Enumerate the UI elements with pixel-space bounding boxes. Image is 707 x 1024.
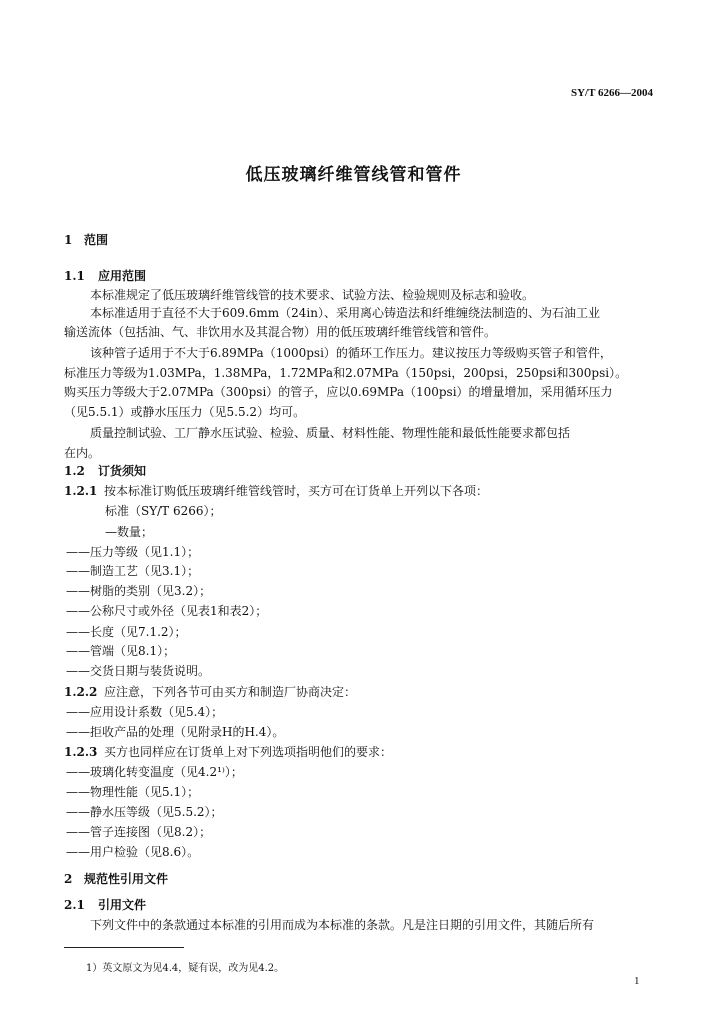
section-number: 1.2	[64, 464, 85, 478]
section-number: 1.2.3	[64, 745, 98, 759]
body-line	[64, 404, 305, 420]
body-line	[66, 704, 223, 720]
line-text: ——制造工艺（见3.1）；	[66, 564, 200, 578]
section-number: 1	[64, 233, 73, 247]
section-heading	[64, 871, 168, 887]
line-text: 按本标准订购低压玻璃纤维管线管时，买方可在订货单上开列以下各项：	[104, 484, 489, 498]
line-text: ——公称尺寸或外径（见表1和表2）；	[66, 604, 268, 618]
body-line	[90, 305, 600, 321]
line-text: 规范性引用文件	[84, 872, 169, 886]
body-line	[64, 324, 496, 340]
footnote-divider	[64, 947, 184, 948]
body-line	[66, 804, 223, 820]
section-heading	[64, 897, 146, 913]
line-text: ——管子连接图（见8.2）；	[66, 825, 212, 839]
section-number: 2.1	[64, 898, 85, 912]
section-number: 1.1	[64, 269, 85, 283]
section-number: 1.2.1	[64, 484, 98, 498]
body-line	[90, 425, 570, 441]
body-line	[64, 744, 392, 760]
body-line	[66, 724, 284, 740]
body-line	[90, 917, 594, 933]
body-line	[64, 384, 613, 400]
line-text: 标准（SY/T 6266）；	[105, 504, 222, 518]
body-line	[66, 563, 199, 579]
body-line	[66, 624, 187, 640]
section-number: 1.2.2	[64, 685, 98, 699]
body-line	[64, 483, 488, 499]
section-heading	[64, 268, 146, 284]
line-text: ——静水压等级（见5.5.2）；	[66, 805, 223, 819]
body-line	[105, 503, 222, 519]
line-text: ——长度（见7.1.2）；	[66, 625, 187, 639]
line-text: 在内。	[64, 446, 101, 460]
line-text: ——用户检验（见8.6）。	[66, 845, 200, 859]
body-line	[66, 784, 199, 800]
line-text: 下列文件中的条款通过本标准的引用而成为本标准的条款。凡是注日期的引用文件，其随后所有	[90, 918, 595, 932]
body-line	[66, 824, 211, 840]
body-line	[90, 287, 534, 303]
line-text: 买方也同样应在订货单上对下列选项指明他们的要求：	[104, 745, 393, 759]
body-line	[64, 365, 627, 381]
body-line	[66, 544, 199, 560]
line-text: ——拒收产品的处理（见附录H的H.4）。	[66, 725, 285, 739]
line-text: ——玻璃化转变温度（见4.2¹⁾）；	[66, 765, 243, 779]
body-line	[64, 445, 100, 461]
page-number: 1	[634, 975, 640, 987]
line-text: ——物理性能（见5.1）；	[66, 785, 200, 799]
line-text: ——压力等级（见1.1）；	[66, 545, 200, 559]
line-text: 本标准规定了低压玻璃纤维管线管的技术要求、试验方法、检验规则及标志和验收。	[90, 288, 535, 302]
body-line	[66, 663, 210, 679]
line-text: （见5.5.1）或静水压压力（见5.5.2）均可。	[64, 405, 306, 419]
body-line	[66, 603, 267, 619]
line-text: 范围	[84, 233, 109, 247]
body-line	[66, 844, 199, 860]
body-line	[105, 524, 153, 540]
section-number: 2	[64, 872, 73, 886]
standard-code: SY/T 6266—2004	[570, 87, 653, 99]
line-text: 引用文件	[98, 898, 147, 912]
body-line	[66, 583, 211, 599]
line-text: 该种管子适用于不大于6.89MPa（1000psi）的循环工作压力。建议按压力等级购买管子和管件，	[90, 346, 612, 360]
line-text: 应注意，下列各节可由买方和制造厂协商决定：	[104, 685, 357, 699]
line-text: —数量；	[105, 525, 154, 539]
body-line	[64, 684, 356, 700]
section-heading	[64, 463, 146, 479]
line-text: 应用范围	[98, 269, 147, 283]
footnote: 1）英文原文为见4.4，疑有误，改为见4.2。	[86, 963, 285, 974]
line-text: 本标准适用于直径不大于609.6mm（24in）、采用离心铸造法和纤维缠绕法制造的、为石油工业	[90, 306, 600, 320]
line-text: 标准压力等级为1.03MPa，1.38MPa，1.72MPa和2.07MPa（150psi，200psi，250psi和300psi）。	[64, 366, 628, 380]
body-line	[66, 643, 175, 659]
line-text: 质量控制试验、工厂静水压试验、检验、质量、材料性能、物理性能和最低性能要求都包括	[90, 426, 571, 440]
body-line	[90, 345, 612, 361]
line-text: 订货须知	[98, 464, 147, 478]
body-line	[66, 764, 243, 780]
line-text: 购买压力等级大于2.07MPa（300psi）的管子，应以0.69MPa（100psi）的增量增加，采用循环压力	[64, 385, 613, 399]
line-text: 输送流体（包括油、气、非饮用水及其混合物）用的低压玻璃纤维管线管和管件。	[64, 325, 497, 339]
document-title: 低压玻璃纤维管线管和管件	[245, 165, 462, 185]
line-text: ——树脂的类别（见3.2）；	[66, 584, 212, 598]
line-text: ——应用设计系数（见5.4）；	[66, 705, 224, 719]
line-text: ——管端（见8.1）；	[66, 644, 176, 658]
line-text: ——交货日期与装货说明。	[66, 664, 211, 678]
section-heading	[64, 232, 108, 248]
